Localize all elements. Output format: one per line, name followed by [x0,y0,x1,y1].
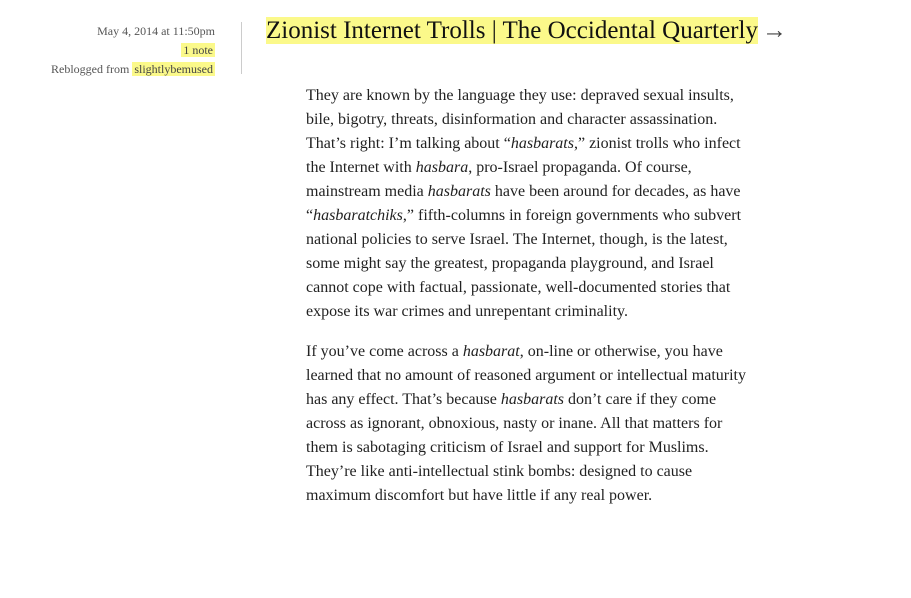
arrow-right-icon[interactable]: → [761,17,787,44]
italic-term: hasbara [415,159,469,176]
reblog-info [20,60,215,79]
paragraph-text: have been around for decades, as have “ [306,183,741,224]
post-paragraph [306,340,754,508]
meta-divider [241,22,242,74]
italic-term: hasbarats [427,183,491,200]
reblogged-from-label: Reblogged from [51,62,130,76]
paragraph-text: ,” zionist trolls who infect the Internet with [306,135,741,176]
paragraph-text: don’t care if they come across as ignorant, obnoxious, nasty or inane. All that matters for them is sabotaging criticism of Israel and support for Muslims. They’re like anti-intellectual stink bombs: designed to cause maximum discomfort but have little if any real power. [306,391,723,504]
post-meta [20,22,215,79]
reblogged-user-link[interactable]: slightlybemused [134,62,213,76]
post-date[interactable]: May 4, 2014 at 11:50pm [97,24,215,38]
italic-term: hasbaratchiks [313,207,403,224]
post-title-link[interactable]: Zionist Internet Trolls | The Occidental Quarterly [266,17,758,44]
italic-term: hasbarats [510,135,574,152]
post-title [266,18,826,44]
paragraph-text: ,” fifth-columns in foreign governments who subvert national policies to serve Israel. The Internet, though, is the latest, some might say the greatest, propaganda playground, and Israel cannot cope with factual, passionate, well-documented stories that expose its war crimes and unrepentant criminality. [306,207,742,320]
paragraph-text: If you’ve come across a [306,343,463,360]
paragraph-text: , pro-Israel propaganda. Of course, mainstream media [306,159,692,200]
notes-count-link[interactable]: 1 note [183,43,213,57]
paragraph-text: , on-line or otherwise, you have learned that no amount of reasoned argument or intellectual maturity has any effect. That’s because [306,343,746,408]
post-paragraph [306,84,754,324]
italic-term: hasbarats [500,391,565,408]
italic-term: hasbarat [462,343,520,360]
paragraph-text: They are known by the language they use: depraved sexual insults, bile, bigotry, threats, disinformation and character assassination. That’s right: I’m talking about “ [306,87,734,152]
post-body [306,84,754,524]
